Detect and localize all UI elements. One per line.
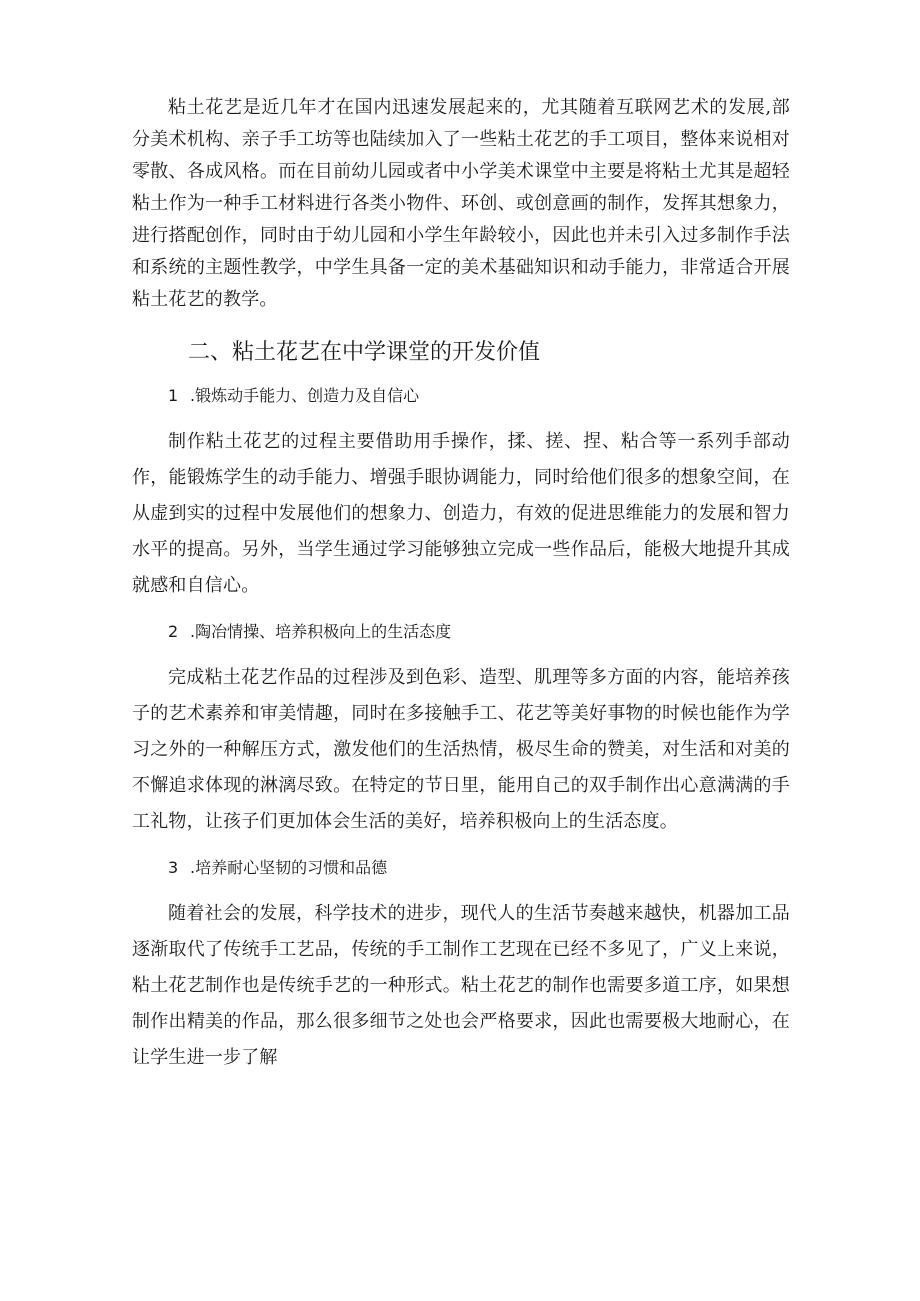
subsection-body-2: 完成粘土花艺作品的过程涉及到色彩、造型、肌理等多方面的内容，能培养孩子的艺术素养和审美情趣，同时在多接触手工、花艺等美好事物的时候也能作为学习之外的一种解压方式，激发他们的生活热情，极尽生命的赞美，对生活和对美的不懈追求体现的淋漓尽致。在特定的节日里，能用自己的双手制作出心意满满的手工礼物，让孩子们更加体会生活的美好，培养积极向上的生活态度。 <box>132 667 790 832</box>
subsection-title: .培养耐心坚韧的习惯和品德 <box>190 858 388 877</box>
section-heading: 二、粘土花艺在中学课堂的开发价值 <box>188 340 541 365</box>
subsection-number: 2 <box>168 622 179 641</box>
subsection-number: 3 <box>168 858 179 877</box>
subsection-heading-1 <box>168 384 790 408</box>
subsection-body-3: 随着社会的发展，科学技术的进步，现代人的生活节奏越来越快，机器加工品逐渐取代了传统手工艺品，传统的手工制作工艺现在已经不多见了，广义上来说，粘土花艺制作也是传统手艺的一种形式。粘土花艺的制作也需要多道工序，如果想制作出精美的作品，那么很多细节之处也会严格要求，因此也需要极大地耐心，在让学生进一步了解 <box>132 903 790 1068</box>
subsection-heading-3 <box>168 856 790 880</box>
subsection-heading-2 <box>168 620 790 644</box>
intro-paragraph: 粘土花艺是近几年才在国内迅速发展起来的，尤其随着互联网艺术的发展,部分美术机构、亲子手工坊等也陆续加入了一些粘土花艺的手工项目，整体来说相对零散、各成风格。而在目前幼儿园或者中小学美术课堂中主要是将粘土尤其是超轻粘土作为一种手工材料进行各类小物件、环创、或创意画的制作，发挥其想象力，进行搭配创作，同时由于幼儿园和小学生年龄较小，因此也并未引入过多制作手法和系统的主题性教学，中学生具备一定的美术基础知识和动手能力，非常适合开展粘土花艺的教学。 <box>132 97 790 310</box>
subsection-title: .陶冶情操、培养积极向上的生活态度 <box>190 622 452 641</box>
subsection-number: 1 <box>168 386 179 405</box>
subsection-body-1: 制作粘土花艺的过程主要借助用手操作，揉、搓、捏、粘合等一系列手部动作，能锻炼学生的动手能力、增强手眼协调能力，同时给他们很多的想象空间，在从虚到实的过程中发展他们的想象力、创造力，有效的促进思维能力的发展和智力水平的提高。另外，当学生通过学习能够独立完成一些作品后，能极大地提升其成就感和自信心。 <box>132 431 790 596</box>
document-body <box>132 92 790 1076</box>
subsection-title: .锻炼动手能力、创造力及自信心 <box>190 386 420 405</box>
